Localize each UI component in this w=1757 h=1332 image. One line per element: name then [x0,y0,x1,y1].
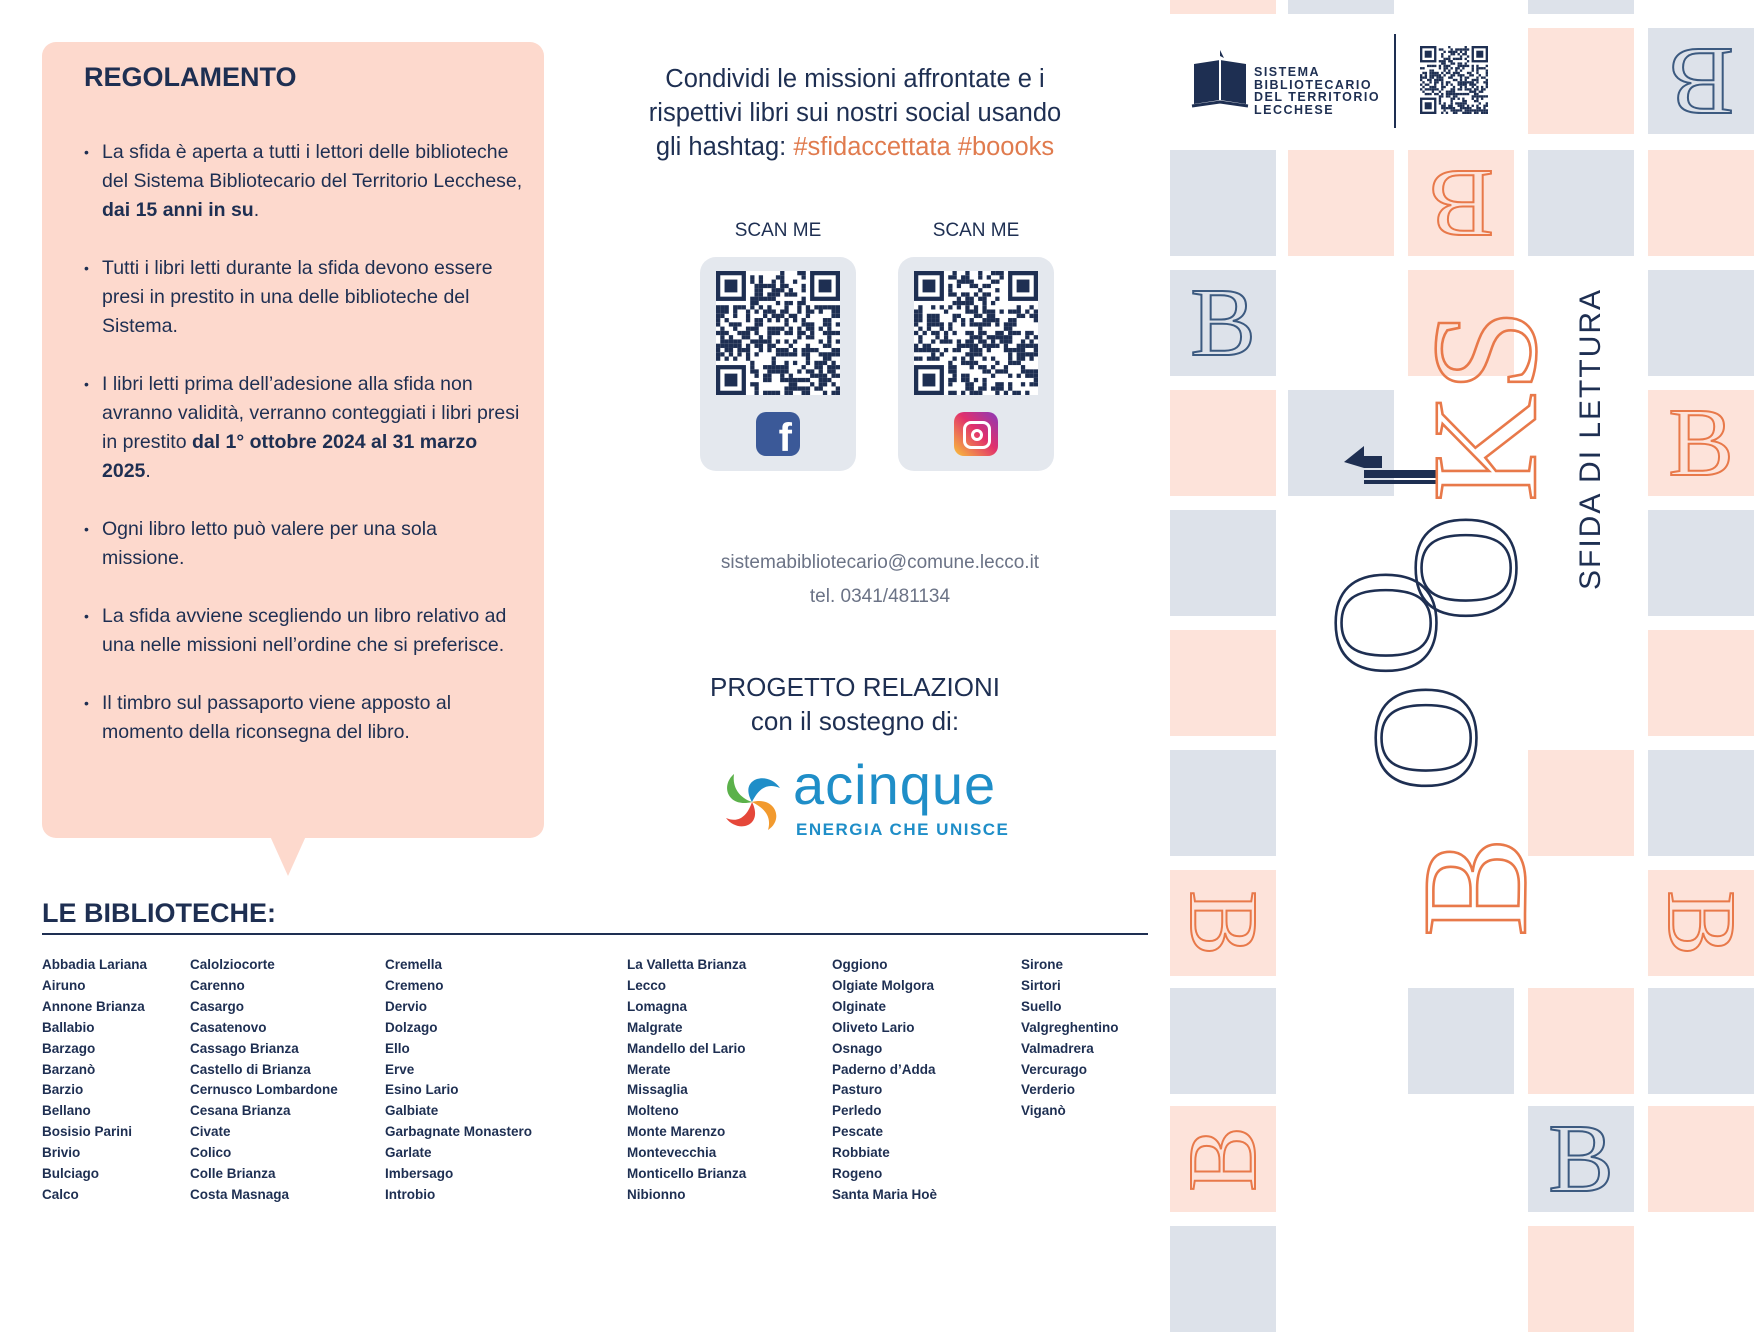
library-item: Brivio [42,1145,81,1161]
library-item: Ballabio [42,1019,95,1035]
library-item: Bellano [42,1103,91,1119]
library-item: Cassago Brianza [190,1040,299,1056]
share-line-3 [610,130,1100,164]
library-item: Cremeno [385,977,444,993]
qr-code-instagram[interactable] [914,271,1038,395]
tile [1648,630,1754,736]
tile [1170,390,1276,496]
library-item: Pescate [832,1124,884,1140]
rule-highlight: dai 15 anni in su [102,199,254,221]
sponsor-name: acinque [793,753,997,816]
library-item: Bulciago [42,1166,100,1182]
library-item: Casatenovo [190,1019,267,1035]
library-item: Ello [385,1040,410,1056]
library-item: Viganò [1021,1103,1066,1119]
rule-item [84,689,524,747]
rule-item [84,602,524,660]
tile [1648,150,1754,256]
library-item: Osnago [832,1040,883,1056]
share-prefix: gli hashtag: [655,133,794,161]
library-item: Annone Brianza [42,998,145,1014]
qr-code-icon [914,271,1038,395]
title-letter-o: O [1382,513,1548,622]
libraries-column-6 [1021,955,1119,1122]
library-item: Imbersago [385,1166,454,1182]
library-item: Verderio [1021,1082,1076,1098]
project-support: con il sostegno di: [750,706,960,736]
title-letter-k: K [1402,393,1568,502]
library-book-logo-icon [1190,46,1250,112]
library-item: Introbio [385,1186,436,1202]
library-item: Montevecchia [627,1145,717,1161]
library-item: Lecco [627,977,667,993]
project-text [640,670,1070,738]
rule-item [84,138,524,225]
logo-line-4: LECCHESE [1254,102,1335,117]
tile [1170,0,1276,14]
sponsor-tagline: ENERGIA CHE UNISCE [796,820,1010,839]
contacts [680,546,1080,614]
library-item: Costa Masnaga [190,1186,290,1202]
tile-letter: B [1647,890,1755,956]
rule-text: La sfida avviene scegliendo un libro relativo ad una nelle missioni nell’ordine che si preferisce. [102,605,507,656]
library-item: Civate [190,1124,231,1140]
libraries-column-2 [190,955,338,1206]
rule-text: La sfida è aperta a tutti i lettori delle biblioteche del Sistema Bibliotecario del Territorio Lecchese, [102,141,523,192]
tile [1170,510,1276,616]
library-item: Castello di Brianza [190,1061,311,1077]
tile [1648,270,1754,376]
library-item: Sirone [1021,957,1064,972]
library-item: Barzanò [42,1061,96,1077]
rule-text: Ogni libro letto può valere per una sola missione. [102,518,437,569]
qr-card-instagram [898,257,1054,471]
library-item: Pasturo [832,1082,883,1098]
library-item: Vercurago [1021,1061,1088,1077]
tile [1528,988,1634,1094]
rules-list [84,138,524,776]
library-item: Santa Maria Hoè [832,1186,938,1202]
title-letter-s: S [1402,308,1568,392]
contact-email[interactable]: sistemabibliotecario@comune.lecco.it [720,552,1040,573]
library-item: Oliveto Lario [832,1019,915,1035]
tile-letter: B [1169,890,1277,956]
tile [1170,750,1276,856]
library-item: Colle Brianza [190,1166,276,1182]
libraries-column-4 [627,955,746,1206]
library-item: Carenno [190,977,245,993]
rule-text: Tutti i libri letti durante la sfida devono essere presi in prestito in una delle biblioteche del Sistema. [102,257,493,337]
tile [1528,28,1634,134]
qr-code-facebook[interactable] [716,271,840,395]
library-item: Bosisio Parini [42,1124,133,1140]
tile [1288,0,1394,14]
share-text [610,62,1100,164]
library-item: Perledo [832,1103,882,1119]
title-letter-o: O [1342,683,1508,792]
instagram-icon[interactable] [954,412,998,456]
tile [1408,988,1514,1094]
library-item: Dolzago [385,1019,438,1035]
rule-highlight: dal 1° ottobre 2024 al 31 marzo 2025 [102,431,478,482]
tile-letter: B [1169,1126,1277,1192]
hashtags: #sfidaccettata #boooks [793,133,1055,161]
qr-code-icon [1420,46,1488,114]
tile-letter: B [1190,269,1256,377]
cover-subtitle: SFIDA DI LETTURA [1574,287,1607,590]
contact-phone: tel. 0341/481134 [809,586,951,607]
library-item: Cernusco Lombardone [190,1082,338,1098]
scan-label-facebook: SCAN ME [734,220,822,241]
tile [1528,0,1634,14]
tile [1648,750,1754,856]
library-item: Merate [627,1061,671,1077]
library-item: Lomagna [627,998,688,1014]
library-item: Nibionno [627,1186,686,1202]
library-item: Erve [385,1061,415,1077]
library-item: Malgrate [627,1019,683,1035]
library-item: Monte Marenzo [627,1124,726,1140]
library-item: Barzago [42,1040,96,1056]
rules-title: REGOLAMENTO [84,62,297,92]
share-line-2: rispettivi libri sui nostri social usando [648,99,1062,127]
title-letter-b: B [1392,836,1558,937]
qr-code-icon [716,271,840,395]
project-title: PROGETTO RELAZIONI [710,672,1000,702]
tile-letter: B [1428,149,1494,257]
rule-item [84,370,524,486]
library-item: Barzio [42,1082,84,1098]
library-item: Robbiate [832,1145,890,1161]
library-item: Garbagnate Monastero [385,1124,533,1140]
rules-box-tail [270,836,306,876]
library-item: Olgiate Molgora [832,977,935,993]
library-item: Cremella [385,957,443,972]
logo-line-2: BIBLIOTECARIO [1254,77,1373,92]
acinque-swirl-icon [718,768,786,836]
libraries-divider [42,933,1148,935]
qr-card-facebook [700,257,856,471]
library-item: Abbadia Lariana [42,957,148,972]
logo-divider [1394,34,1396,128]
library-item: Dervio [385,998,428,1014]
libraries-title: LE BIBLIOTECHE: [42,898,276,928]
library-item: Galbiate [385,1103,439,1119]
library-item: Monticello Brianza [627,1166,747,1182]
rule-text: Il timbro sul passaporto viene apposto al momento della riconsegna del libro. [102,692,452,743]
library-item: Paderno d’Adda [832,1061,936,1077]
logo-line-3: DEL TERRITORIO [1254,90,1381,104]
library-item: Casargo [190,998,245,1014]
library-item: La Valletta Brianza [627,957,747,972]
rule-item [84,515,524,573]
tile [1648,1106,1754,1212]
library-item: Cesana Brianza [190,1103,291,1119]
tile [1170,630,1276,736]
rule-item [84,254,524,341]
tile [1528,150,1634,256]
library-item: Valmadrera [1021,1040,1094,1056]
library-item: Garlate [385,1145,432,1161]
library-item: Calco [42,1186,79,1202]
tile [1170,988,1276,1094]
tile [1528,1226,1634,1332]
logo-qr-code[interactable] [1420,46,1488,114]
libraries-column-5 [832,955,937,1206]
tile [1170,1226,1276,1332]
cover-title [1302,292,1568,942]
library-item: Missaglia [627,1082,688,1098]
tile-letter: B [1548,1105,1614,1213]
library-item: Valgreghentino [1021,1019,1119,1035]
library-item: Esino Lario [385,1082,459,1098]
tile [1288,150,1394,256]
library-item: Olginate [832,998,887,1014]
tile-letter: B [1668,389,1734,497]
share-line-1: Condividi le missioni affrontate e i [665,65,1045,93]
tile [1170,150,1276,256]
library-item: Rogeno [832,1166,883,1182]
facebook-icon[interactable]: f [756,412,800,456]
tile-letter: B [1668,27,1734,135]
library-item: Oggiono [832,957,888,972]
library-item: Sirtori [1021,977,1061,993]
tile [1648,510,1754,616]
scan-label-instagram: SCAN ME [932,220,1020,241]
title-letter-o: O [1302,568,1468,677]
library-item: Mandello del Lario [627,1040,746,1056]
library-item: Molteno [627,1103,679,1119]
logo-name [1254,66,1380,116]
rule-text: . [253,199,260,221]
libraries-column-1 [42,955,147,1206]
tile [1648,988,1754,1094]
library-item: Colico [190,1145,232,1161]
libraries-column-3 [385,955,532,1206]
library-item: Calolziocorte [190,957,275,972]
rule-text: . [145,460,151,482]
library-item: Suello [1021,998,1062,1014]
rule-text: I libri letti prima dell’adesione alla sfida non avranno validità, verranno conteggiati i libri presi in prestito [102,373,520,453]
logo-line-1: SISTEMA [1254,65,1321,79]
library-item: Airuno [42,977,86,993]
